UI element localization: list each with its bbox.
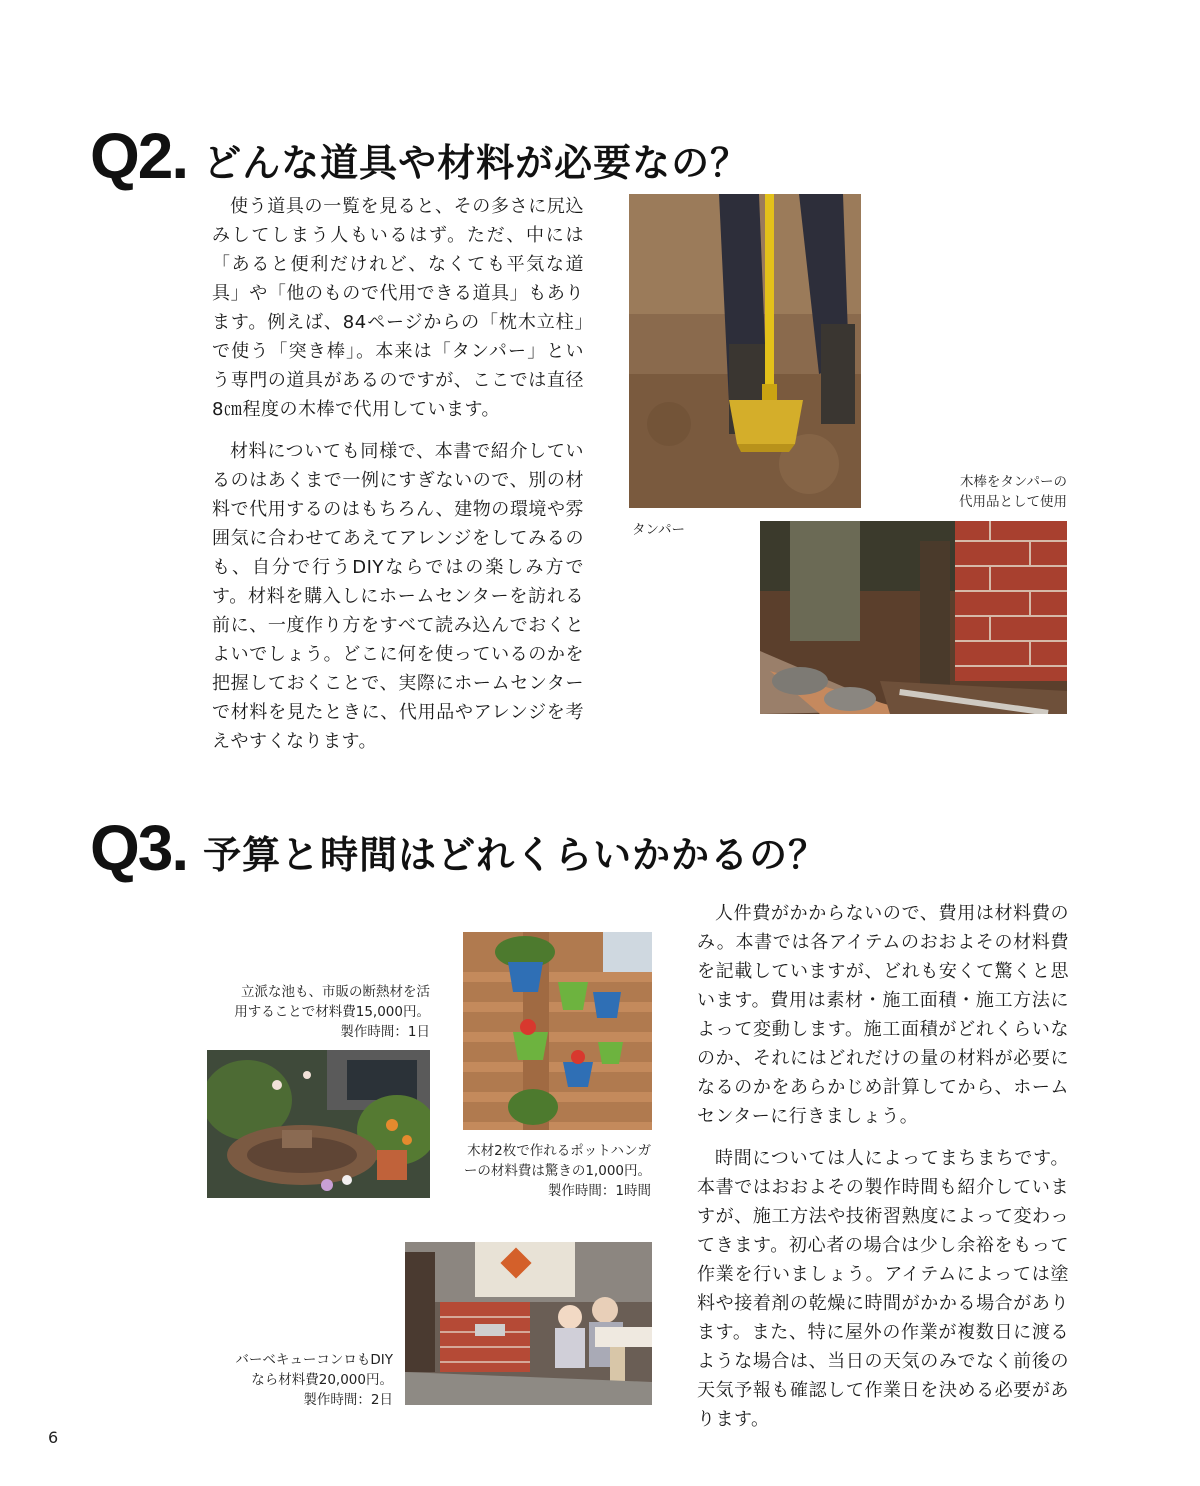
q3-paragraph-1: 人件費がかからないので、費用は材料費のみ。本書では各アイテムのおおよその材料費を記載していますが、どれも安くて驚くと思います。費用は素材・施工面積・施工方法によって変動します。施工面積がどれくらいなのか、それにはどれだけの量の材料が必要になるのかをあらかじめ計算してから、ホームセンターに行きましょう。: [697, 903, 1069, 1127]
q2-heading: [90, 118, 750, 192]
q2-title: どんな道具や材料が必要なの？: [203, 141, 750, 185]
page-number: 6: [48, 1428, 59, 1447]
q2-paragraph-1: 使う道具の一覧を見ると、その多さに尻込みしてしまう人もいるはず。ただ、中には「あると便利だけれど、なくても平気な道具」や「他のもので代用できる道具」もあります。例えば、84ページからの「枕木立柱」で使う「突き棒」。本来は「タンパー」という専門の道具があるのですが、ここでは直径8㎝程度の木棒で代用しています。: [212, 196, 584, 420]
woodpole-caption: [900, 472, 1067, 512]
bbq-photo: [405, 1242, 652, 1405]
q2-number: Q2.: [90, 120, 188, 192]
pond-caption-line-3: 製作時間：1日: [340, 1024, 430, 1040]
pond-photo: [207, 1050, 430, 1198]
woodpole-caption-line-2: 代用品として使用: [959, 494, 1067, 510]
pot-hanger-photo: [463, 932, 652, 1130]
q3-number: Q3.: [90, 812, 188, 884]
q3-title: 予算と時間はどれくらいかかるの？: [203, 833, 828, 877]
pot-caption-line-2: ーの材料費は驚きの1,000円。: [463, 1163, 651, 1179]
pond-caption-line-1: 立派な池も、市販の断熱材を活: [241, 984, 430, 1000]
pond-caption: [200, 982, 430, 1042]
pot-caption-line-1: 木材2枚で作れるポットハンガ: [467, 1143, 651, 1159]
bbq-caption-line-3: 製作時間：2日: [303, 1392, 393, 1408]
pot-hanger-caption: [440, 1141, 651, 1201]
pond-caption-line-2: 用することで材料費15,000円。: [234, 1004, 430, 1020]
q3-body: [697, 899, 1069, 1434]
pot-caption-line-3: 製作時間：1時間: [547, 1183, 651, 1199]
q2-paragraph-2: 材料についても同様で、本書で紹介しているのはあくまで一例にすぎないので、別の材料で代用するのはもちろん、建物の環境や雰囲気に合わせてあえてアレンジをしてみるのも、自分で行うDIYならではの楽しみ方です。材料を購入しにホームセンターを訪れる前に、一度作り方をすべて読み込んでおくとよいでしょう。どこに何を使っているのかを把握しておくことで、実際にホームセンターで材料を見たときに、代用品やアレンジを考えやすくなります。: [212, 441, 584, 752]
bbq-caption-line-2: なら材料費20,000円。: [251, 1372, 393, 1388]
tamper-caption: タンパー: [632, 522, 686, 538]
q3-heading: [90, 810, 828, 884]
tamper-photo: [629, 194, 861, 508]
woodpole-photo: [760, 521, 1067, 714]
bbq-caption-line-1: バーベキューコンロもDIY: [235, 1352, 393, 1368]
woodpole-caption-line-1: 木棒をタンパーの: [959, 474, 1067, 490]
q3-paragraph-2: 時間については人によってまちまちです。本書ではおおよその製作時間も紹介していますが、施工方法や技術習熟度によって変わってきます。初心者の場合は少し余裕をもって作業を行いましょう。アイテムによっては塗料や接着剤の乾燥に時間がかかる場合があります。また、特に屋外の作業が複数日に渡るような場合は、当日の天気のみでなく前後の天気予報も確認して作業日を決める必要があります。: [697, 1148, 1069, 1430]
bbq-caption: [200, 1350, 393, 1410]
q2-body: [212, 192, 584, 756]
